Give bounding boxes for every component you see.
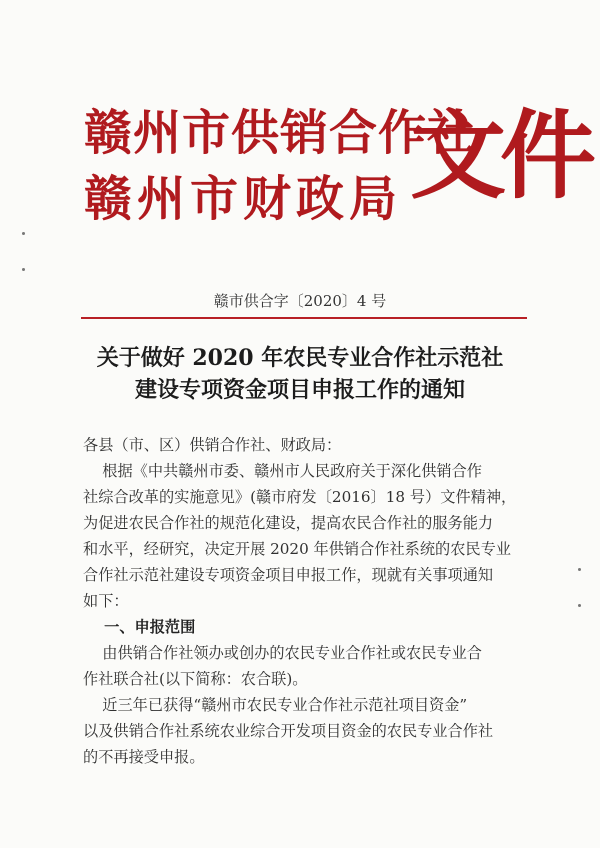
notice-title-line-2: 建设专项资金项目申报工作的通知 [134, 377, 465, 403]
intro-line: 如下： [83, 592, 129, 610]
section-line: 由供销合作社领办或创办的农民专业合作社或农民专业合 [83, 644, 482, 662]
scan-margin-mark [22, 232, 25, 235]
salutation: 各县（市、区）供销合作社、财政局： [83, 436, 342, 454]
red-divider-rule [81, 317, 527, 319]
section-line: 的不再接受申报。 [83, 748, 205, 766]
document-number: 赣市供合字〔2020〕4 号 [213, 292, 387, 310]
scan-margin-mark [578, 604, 581, 607]
intro-line: 为促进农民合作社的规范化建设，提高农民合作社的服务能力 [83, 514, 494, 532]
intro-line: 合作社示范社建设专项资金项目申报工作，现就有关事项通知 [83, 566, 494, 584]
scan-margin-mark [578, 568, 581, 571]
issuing-org-supply-coop: 赣州市供销合作社 [84, 105, 477, 161]
document-word: 文件 [410, 100, 590, 212]
intro-line: 和水平，经研究，决定开展 2020 年供销合作社系统的农民专业 [83, 540, 511, 558]
section-line: 作社联合社(以下简称：农合联)。 [83, 670, 308, 688]
section-line: 以及供销合作社系统农业综合开发项目资金的农民专业合作社 [83, 722, 494, 740]
issuing-org-finance-bureau: 赣州市财政局 [84, 171, 403, 227]
section-heading-application-scope: 一、申报范围 [83, 618, 196, 636]
intro-line: 社综合改革的实施意见》(赣市府发〔2016〕18 号）文件精神， [83, 488, 517, 506]
scan-margin-mark [22, 268, 25, 271]
section-line: 近三年已获得“赣州市农民专业合作社示范社项目资金” [83, 696, 468, 714]
intro-line: 根据《中共赣州市委、赣州市人民政府关于深化供销合作 [83, 462, 482, 480]
notice-title-line-1: 关于做好 2020 年农民专业合作社示范社 [96, 345, 504, 371]
